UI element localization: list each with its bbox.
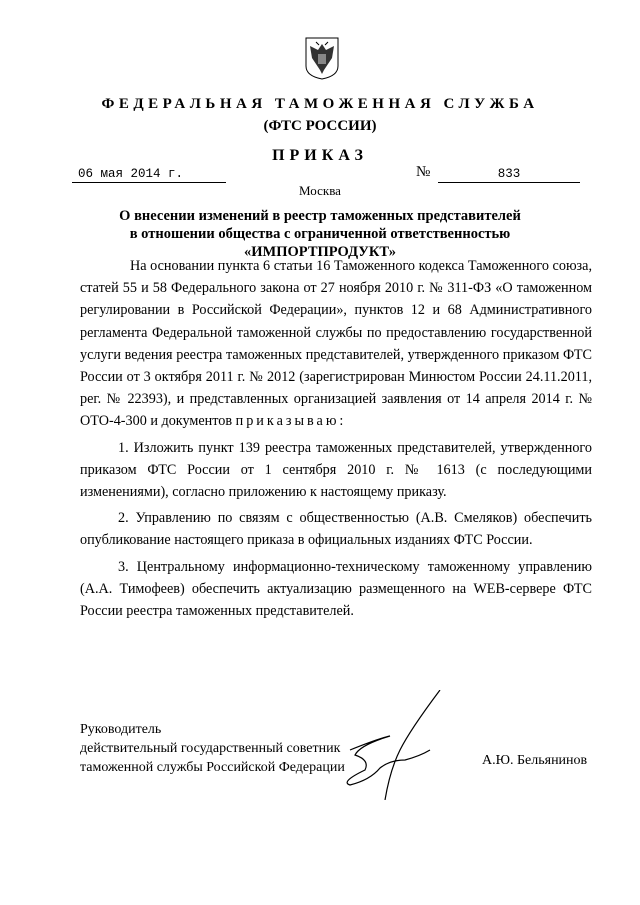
- coat-of-arms-emblem: [304, 36, 340, 80]
- title-line: в отношении общества с ограниченной ответственностью: [129, 226, 511, 242]
- position-line: действительный государственный советник: [80, 741, 341, 756]
- city: Москва: [299, 183, 341, 198]
- signatory-name: А.Ю. Бельянинов: [482, 753, 588, 768]
- order-word: приказываю:: [235, 413, 347, 430]
- document-body: [80, 255, 592, 622]
- title-line: О внесении изменений в реестр таможенных представителей: [119, 208, 521, 224]
- number-label: №: [416, 164, 431, 180]
- preamble-paragraph: [80, 255, 592, 433]
- document-type: ПРИКАЗ: [272, 147, 368, 164]
- document-title: [0, 207, 640, 261]
- position-line: Руководитель: [80, 722, 162, 737]
- handwritten-signature: [330, 690, 510, 800]
- order-item: 1. Изложить пункт 139 реестра таможенных представителей, утвержденного приказом ФТС России от 1 сентября 2010 г. № 1613 (с последующими изменениями), согласно приложению к настоящему приказу.: [80, 439, 592, 501]
- organization-name: ФЕДЕРАЛЬНАЯ ТАМОЖЕННАЯ СЛУЖБА: [101, 96, 539, 112]
- preamble-text: На основании пункта 6 статьи 16 Таможенного кодекса Таможенного союза, статей 55 и 58 Федерального закона от 27 ноября 2010 г. № 311-ФЗ «О таможенном регулировании в Российской Федерации», пунктов 12 и 68 Административного регламента Федеральной таможенной службы по предоставлению государственной услуги ведения реестра таможенных представителей, утвержденного приказом ФТС России от 3 октября 2011 г. № 2012 (зарегистрирован Минюстом России 24.11.2011, рег. № 22393), и представленных организацией заявления от 14 апреля 2014 г. № ОТО-4-300 и документов: [80, 258, 592, 430]
- title-line: «ИМПОРТПРОДУКТ»: [244, 244, 396, 260]
- organization-short-name: (ФТС РОССИИ): [263, 118, 377, 134]
- document-date: 06 мая 2014 г.: [72, 166, 226, 183]
- position-line: таможенной службы Российской Федерации: [80, 760, 345, 775]
- order-item: 2. Управлению по связям с общественностью (А.В. Смеляков) обеспечить опубликование настоящего приказа в официальных изданиях ФТС России.: [80, 510, 592, 549]
- order-item: 3. Центральному информационно-техническому таможенному управлению (А.А. Тимофеев) обеспечить актуализацию размещенного на WEB-сервере ФТС России реестра таможенных представителей.: [80, 558, 592, 620]
- document-number: 833: [438, 166, 580, 183]
- signatory-position: [80, 720, 345, 777]
